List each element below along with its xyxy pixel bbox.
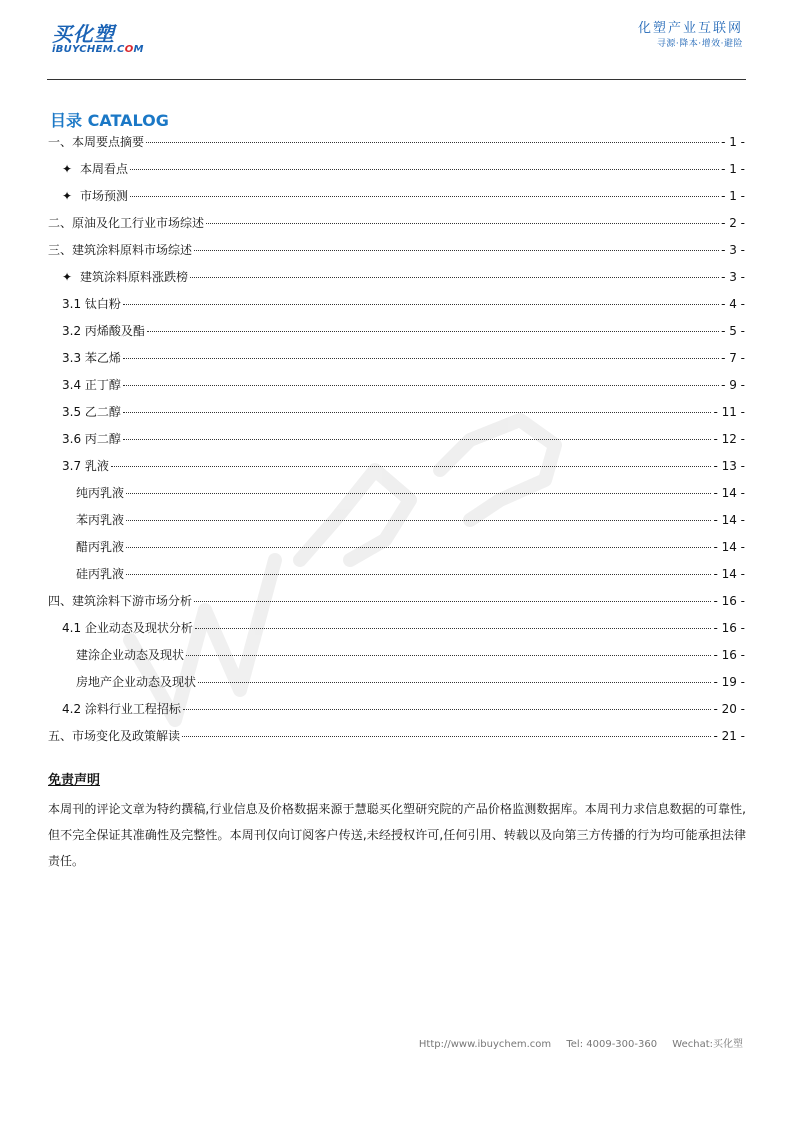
- toc-leader-dots: [111, 466, 712, 467]
- toc-entry-label: 苯丙乳液: [76, 513, 125, 527]
- toc-entry-page: - 1 -: [721, 135, 745, 149]
- toc-entry-raw-materials[interactable]: [48, 242, 745, 269]
- brand-subtitle: 寻源·降本·增效·避险: [656, 39, 743, 49]
- toc-entry-page: - 14 -: [713, 567, 745, 581]
- toc-entry-page: - 14 -: [713, 513, 745, 527]
- toc-entry-label: 3.1 钛白粉: [62, 297, 121, 311]
- toc-entry-page: - 16 -: [713, 648, 745, 662]
- toc-leader-dots: [206, 223, 719, 224]
- footer-wechat: Wechat:买化塑: [672, 1039, 743, 1050]
- toc-entry-label: 3.6 丙二醇: [62, 432, 121, 446]
- toc-entry-label: 硅丙乳液: [76, 567, 125, 581]
- toc-entry-page: - 4 -: [721, 297, 745, 311]
- toc-entry-page: - 16 -: [713, 621, 745, 635]
- toc-entry-label: 二、原油及化工行业市场综述: [48, 216, 205, 230]
- toc-entry-page: - 5 -: [721, 324, 745, 338]
- toc-entry-butanol[interactable]: [48, 377, 745, 404]
- footer-website-link[interactable]: Http://www.ibuychem.com: [418, 1039, 552, 1050]
- toc-leader-dots: [146, 142, 719, 143]
- toc-entry-highlights[interactable]: [48, 161, 745, 188]
- toc-entry-pure-acrylic-emulsion[interactable]: [48, 485, 745, 512]
- toc-entry-label: 4.2 涂料行业工程招标: [62, 702, 181, 716]
- brand-title: 化塑产业互联网: [637, 21, 743, 36]
- toc-leader-dots: [147, 331, 719, 332]
- toc-leader-dots: [186, 655, 711, 656]
- toc-leader-dots: [130, 196, 719, 197]
- toc-entry-page: - 19 -: [713, 675, 745, 689]
- toc-entry-styrene-acrylic-emulsion[interactable]: [48, 512, 745, 539]
- toc-entry-label: 五、市场变化及政策解读: [48, 729, 181, 743]
- toc-entry-label: 三、建筑涂料原料市场综述: [48, 243, 193, 257]
- toc-entry-label: 建涂企业动态及现状: [76, 648, 185, 662]
- toc-entry-real-estate-enterprises[interactable]: [48, 674, 745, 701]
- toc-leader-dots: [198, 682, 711, 683]
- toc-entry-page: - 21 -: [713, 729, 745, 743]
- toc-entry-label: 房地产企业动态及现状: [76, 675, 197, 689]
- star-bullet-icon: ✦: [62, 270, 73, 284]
- toc-entry-price-ranking[interactable]: [48, 269, 745, 296]
- footer-telephone: Tel: 4009-300-360: [566, 1039, 658, 1050]
- toc-leader-dots: [182, 736, 711, 737]
- toc-leader-dots: [126, 547, 711, 548]
- toc-entry-forecast[interactable]: [48, 188, 745, 215]
- toc-entry-page: - 2 -: [721, 216, 745, 230]
- star-bullet-icon: ✦: [62, 162, 73, 176]
- star-bullet-icon: ✦: [62, 189, 73, 203]
- header-divider: [47, 79, 746, 80]
- toc-entry-enterprise-analysis[interactable]: [48, 620, 745, 647]
- toc-leader-dots: [126, 493, 711, 494]
- toc-entry-titanium-dioxide[interactable]: [48, 296, 745, 323]
- brand-logo: [52, 24, 144, 56]
- toc-entry-crude-oil[interactable]: [48, 215, 745, 242]
- toc-entry-page: - 12 -: [713, 432, 745, 446]
- toc-entry-label: 醋丙乳液: [76, 540, 125, 554]
- disclaimer-title: 免责声明: [48, 773, 101, 788]
- logo-chinese-text: 买化塑: [52, 22, 115, 46]
- toc-entry-emulsion[interactable]: [48, 458, 745, 485]
- toc-entry-label: 四、建筑涂料下游市场分析: [48, 594, 193, 608]
- table-of-contents: [48, 134, 745, 755]
- toc-entry-label: 3.7 乳液: [62, 459, 109, 473]
- toc-leader-dots: [194, 250, 719, 251]
- toc-entry-label: 本周看点: [80, 162, 129, 176]
- toc-entry-page: - 3 -: [721, 270, 745, 284]
- toc-entry-label: 3.5 乙二醇: [62, 405, 121, 419]
- toc-leader-dots: [123, 358, 719, 359]
- toc-entry-summary[interactable]: [48, 134, 745, 161]
- toc-entry-page: - 11 -: [713, 405, 745, 419]
- toc-entry-label: 3.3 苯乙烯: [62, 351, 121, 365]
- toc-leader-dots: [183, 709, 712, 710]
- toc-entry-coating-enterprises[interactable]: [48, 647, 745, 674]
- toc-title: 目录 CATALOG: [50, 111, 169, 130]
- toc-leader-dots: [194, 601, 711, 602]
- toc-entry-downstream[interactable]: [48, 593, 745, 620]
- toc-leader-dots: [123, 304, 719, 305]
- toc-entry-label: 市场预测: [80, 189, 129, 203]
- toc-entry-page: - 14 -: [713, 540, 745, 554]
- toc-entry-propylene-glycol[interactable]: [48, 431, 745, 458]
- toc-leader-dots: [126, 520, 711, 521]
- logo-english-text: iBUYCHEM.COM: [52, 44, 144, 55]
- toc-leader-dots: [190, 277, 719, 278]
- toc-entry-label: 一、本周要点摘要: [48, 135, 145, 149]
- toc-leader-dots: [126, 574, 711, 575]
- brand-tagline: [638, 20, 743, 51]
- toc-entry-page: - 13 -: [713, 459, 745, 473]
- toc-entry-page: - 14 -: [713, 486, 745, 500]
- toc-entry-label: 4.1 企业动态及现状分析: [62, 621, 193, 635]
- toc-entry-page: - 1 -: [721, 162, 745, 176]
- toc-leader-dots: [123, 439, 712, 440]
- toc-entry-policy[interactable]: [48, 728, 745, 755]
- toc-leader-dots: [130, 169, 719, 170]
- toc-entry-acrylic-acid[interactable]: [48, 323, 745, 350]
- toc-entry-silicone-acrylic-emulsion[interactable]: [48, 566, 745, 593]
- disclaimer-text: 本周刊的评论文章为特约撰稿,行业信息及价格数据来源于慧聪买化塑研究院的产品价格监测数据库。本周刊力求信息数据的可靠性,但不完全保证其准确性及完整性。本周刊仅向订阅客户传送,未经授权许可,任何引用、转载以及向第三方传播的行为均可能承担法律责任。: [48, 802, 746, 868]
- toc-entry-label: 纯丙乳液: [76, 486, 125, 500]
- toc-entry-ethylene-glycol[interactable]: [48, 404, 745, 431]
- toc-entry-page: - 9 -: [721, 378, 745, 392]
- toc-leader-dots: [195, 628, 712, 629]
- toc-entry-page: - 20 -: [713, 702, 745, 716]
- toc-entry-label: 3.2 丙烯酸及酯: [62, 324, 145, 338]
- page-footer: [407, 1038, 743, 1052]
- toc-entry-page: - 7 -: [721, 351, 745, 365]
- toc-entry-label: 3.4 正丁醇: [62, 378, 121, 392]
- toc-entry-page: - 1 -: [721, 189, 745, 203]
- toc-leader-dots: [123, 385, 719, 386]
- toc-entry-label: 建筑涂料原料涨跌榜: [80, 270, 189, 284]
- toc-entry-vinyl-acrylic-emulsion[interactable]: [48, 539, 745, 566]
- toc-entry-styrene[interactable]: [48, 350, 745, 377]
- toc-entry-page: - 3 -: [721, 243, 745, 257]
- toc-entry-page: - 16 -: [713, 594, 745, 608]
- toc-leader-dots: [123, 412, 712, 413]
- toc-entry-project-bidding[interactable]: [48, 701, 745, 728]
